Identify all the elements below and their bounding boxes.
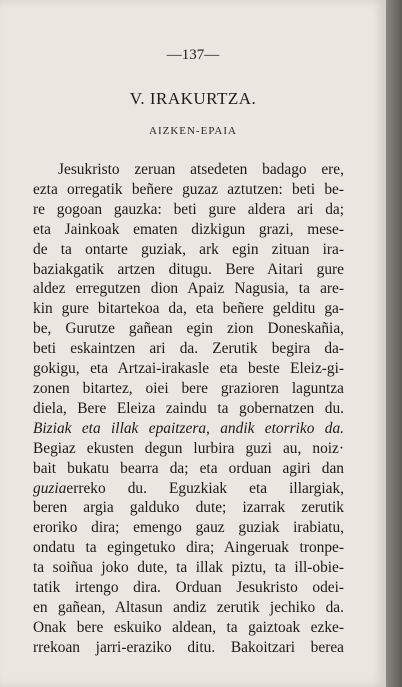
text-line: kin gure bitartekoa da, eta beñere gelditu ga- xyxy=(33,300,344,318)
text-line: eta Jainkoak ematen dizkigun grazi, mese- xyxy=(33,220,344,238)
text-line: rrekoan jarri-eraziko ditu. Bakoitzari berea xyxy=(33,638,344,656)
text-line: bait bukatu bearra da; eta orduan agiri dan xyxy=(33,459,344,477)
text-line: eroriko dira; emengo gauz guziak irabiatu, xyxy=(33,519,344,537)
text-line: diela, Bere Eleiza zaindu ta gobernatzen du. xyxy=(33,399,344,417)
text-line: Begiaz ekusten degun lurbira guzi au, noiz· xyxy=(33,439,344,457)
text-line-italic: Biziak eta illak epaitzera, andik etorriko da. xyxy=(33,419,344,437)
text-line: beti eskaintzen ari da. Zerutik begira da- xyxy=(33,340,344,358)
text-line: aldez erregutzen dion Apaiz Nagusia, ta are- xyxy=(33,280,344,298)
chapter-title: V. IRAKURTZA. xyxy=(129,89,257,108)
italic-word: guzia xyxy=(33,479,67,497)
body-text xyxy=(33,160,344,658)
text-line: beren argia galduko dute; izarrak zerutik xyxy=(33,499,344,517)
text-line: ondatu ta egingetuko dira; Aingeruak tronpe- xyxy=(33,539,344,557)
page-edge-shadow xyxy=(386,0,402,687)
text-line: re gogoan gauzka: beti gure aldera ari da; xyxy=(33,200,344,218)
text-line: tatik irtengo dira. Orduan Jesukristo odei- xyxy=(33,579,344,597)
page-number: —137— xyxy=(166,47,220,63)
text-line: Onak bere eskuiko aldean, ta gaiztoak ezke- xyxy=(33,618,344,636)
text-line: baziakgatik artzen ditugu. Bere Aitari gure xyxy=(33,260,344,278)
text-line: de ta ontarte guziak, ark egin zituan ira- xyxy=(33,240,344,258)
text-line-with-italic: guziaerreko du. Eguzkiak eta illargiak, xyxy=(33,479,344,497)
text-line: en gañean, Altasun andiz zerutik jechiko da. xyxy=(33,598,344,616)
text-line: zonen bitartez, oiei bere grazioren laguntza xyxy=(33,379,344,397)
text-line: be, Gurutze gañean egin zion Doneskañia, xyxy=(33,320,344,338)
text-line: gokigu, eta Artzai-irakasle eta beste Eleiz-gi- xyxy=(33,360,344,378)
text-line: ezta orregatik beñere guzaz aztutzen: beti be- xyxy=(33,180,344,198)
section-title: AIZKEN-EPAIA xyxy=(149,125,237,137)
text-line: Jesukristo zeruan atsedeten badago ere, xyxy=(58,161,344,178)
text-line: ta soiñua joko dute, ta illak piztu, ta ill-obie- xyxy=(33,559,344,577)
